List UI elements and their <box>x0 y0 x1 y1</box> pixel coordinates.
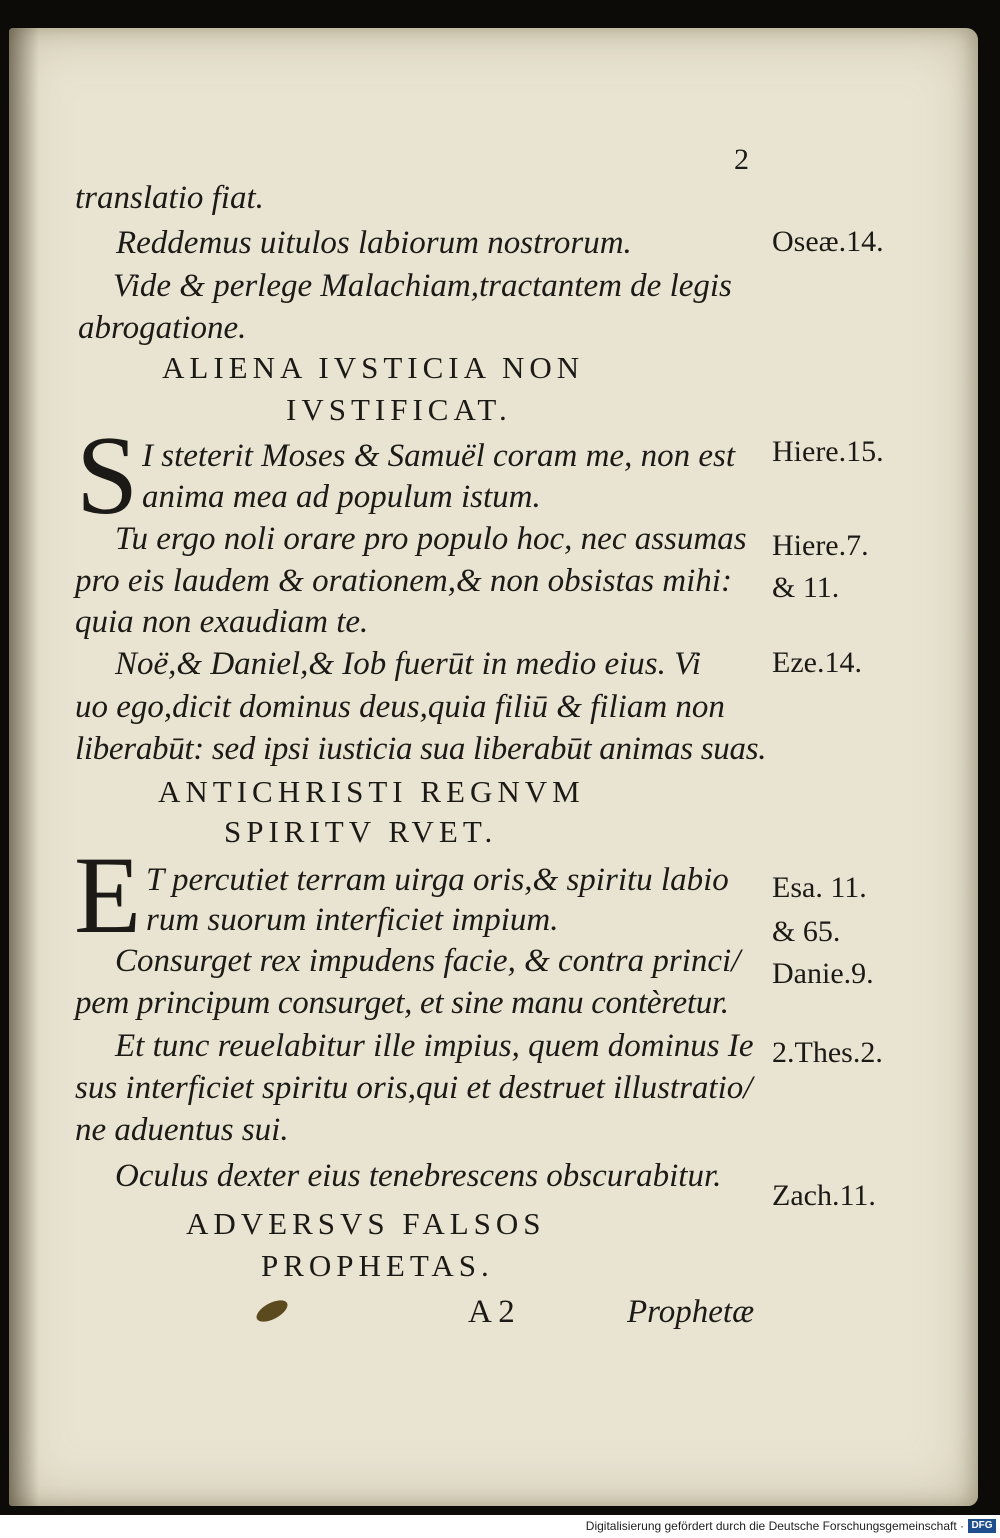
section-heading: ALIENA IVSTICIA NON <box>162 350 585 385</box>
text-line: I steterit Moses & Samuël coram me, non est <box>142 438 735 474</box>
section-heading: SPIRITV RVET. <box>224 814 498 849</box>
dfg-logo: DFG <box>968 1519 996 1533</box>
marginal-reference: Esa. 11. <box>772 871 867 904</box>
marginal-reference: Zach.11. <box>772 1179 876 1212</box>
section-heading: IVSTIFICAT. <box>286 392 512 427</box>
catchword: Prophetæ <box>627 1294 755 1330</box>
page-number: 2 <box>734 143 749 176</box>
ink-blot <box>252 1296 292 1326</box>
text-line: anima mea ad populum istum. <box>142 479 541 515</box>
section-heading: ANTICHRISTI REGNVM <box>158 774 585 809</box>
marginal-reference: Oseæ.14. <box>772 225 884 258</box>
marginal-reference: & 65. <box>772 915 841 948</box>
text-line: quia non exaudiam te. <box>75 604 369 640</box>
drop-cap: E <box>74 834 142 956</box>
text-line: rum suorum interficiet impium. <box>146 902 559 938</box>
signature-mark: A 2 <box>468 1294 515 1330</box>
text-line: Vide & perlege Malachiam,tractantem de legis <box>113 268 732 304</box>
text-line: Oculus dexter eius tenebrescens obscurabitur. <box>115 1158 722 1194</box>
text-line: Tu ergo noli orare pro populo hoc, nec assumas <box>115 521 747 557</box>
text-line: pem principum consurget, et sine manu contèretur. <box>75 985 729 1021</box>
footer-credit: Digitalisierung gefördert durch die Deutsche Forschungsgemeinschaft · <box>585 1519 964 1533</box>
section-heading: ADVERSVS FALSOS <box>186 1206 546 1241</box>
text-line: Reddemus uitulos labiorum nostrorum. <box>116 225 632 261</box>
marginal-reference: 2.Thes.2. <box>772 1036 883 1069</box>
text-line: sus interficiet spiritu oris,qui et destruet illustratio/ <box>75 1070 753 1106</box>
text-line: T percutiet terram uirga oris,& spiritu labio <box>146 862 729 898</box>
text-line: Noë,& Daniel,& Iob fuerūt in medio eius. Vi <box>115 646 701 682</box>
text-line: pro eis laudem & orationem,& non obsistas mihi: <box>75 563 732 599</box>
text-line: translatio fiat. <box>75 180 264 216</box>
digitization-footer <box>0 1515 1000 1538</box>
text-line: Et tunc reuelabitur ille impius, quem dominus Ie <box>115 1028 754 1064</box>
text-line: liberabūt: sed ipsi iusticia sua liberabūt animas suas. <box>75 731 767 767</box>
marginal-reference: & 11. <box>772 571 840 604</box>
marginal-reference: Hiere.7. <box>772 529 869 562</box>
text-line: abrogatione. <box>78 310 247 346</box>
marginal-reference: Hiere.15. <box>772 435 884 468</box>
text-line: uo ego,dicit dominus deus,quia filiū & filiam non <box>75 689 725 725</box>
marginal-reference: Danie.9. <box>772 957 874 990</box>
drop-cap: S <box>76 414 139 538</box>
marginal-reference: Eze.14. <box>772 646 862 679</box>
text-line: Consurget rex impudens facie, & contra princi/ <box>115 943 741 979</box>
text-line: ne aduentus sui. <box>75 1112 289 1148</box>
page-gutter-shadow <box>9 28 39 1506</box>
section-heading: PROPHETAS. <box>261 1248 494 1283</box>
